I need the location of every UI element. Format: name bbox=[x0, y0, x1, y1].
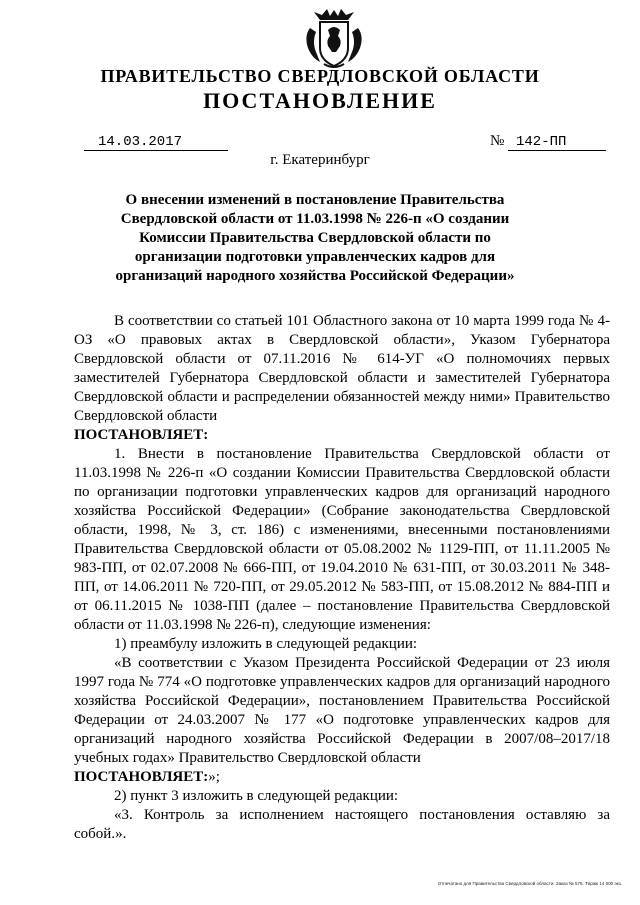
document-body bbox=[74, 312, 610, 844]
quote-2: «3. Контроль за исполнением настоящего постановления оставляю за собой.». bbox=[74, 807, 610, 842]
quote-1-end-rest: »; bbox=[208, 769, 220, 785]
city: г. Екатеринбург bbox=[270, 152, 370, 168]
document-number: 142-ПП bbox=[508, 134, 606, 151]
document-title: О внесении изменений в постановление Правительства Свердловской области от 11.03.1998 № 226-п «О создании Комиссии Правительства Свердловской области по организации подготовки управленческих кадров для организаций народного хозяйства Российской Федерации» bbox=[115, 192, 515, 284]
organization-title: ПРАВИТЕЛЬСТВО СВЕРДЛОВСКОЙ ОБЛАСТИ bbox=[100, 66, 540, 86]
document-type: ПОСТАНОВЛЕНИЕ bbox=[203, 88, 437, 113]
intro-paragraph: В соответствии со статьей 101 Областного закона от 10 марта 1999 года № 4-ОЗ «О правовых актах в Свердловской области», Указом Губернатора Свердловской области от 07.11.2016 № 614-УГ «О полномочиях первых заместителей Губернатора Свердловской области и заместителей Губернатора Свердловской области и распределении обязанностей между ними» Правительство Свердловской области bbox=[74, 313, 610, 424]
quote-1-end bbox=[74, 768, 610, 787]
resolve-heading: ПОСТАНОВЛЯЕТ: bbox=[74, 427, 209, 443]
coat-of-arms-icon bbox=[300, 6, 368, 72]
print-footer: Отпечатано для Правительства Свердловской области. Заказ № 575. Тираж 14 000 экз. bbox=[437, 881, 622, 886]
number-sign: № bbox=[490, 133, 505, 149]
document-date: 14.03.2017 bbox=[84, 134, 228, 151]
sub-item-1: 1) преамбулу изложить в следующей редакции: bbox=[114, 636, 418, 652]
sub-item-2: 2) пункт 3 изложить в следующей редакции: bbox=[114, 788, 399, 804]
quote-1: «В соответствии с Указом Президента Российской Федерации от 23 июля 1997 года № 774 «О подготовке управленческих кадров для организаций народного хозяйства Российской Федерации», постановлением Правительства Российской Федерации от 24.03.2007 № 177 «О подготовке управленческих кадров для организаций народного хозяйства Российской Федерации в 2007/08–2017/18 учебных годах» Правительство Свердловской области bbox=[74, 655, 610, 766]
quote-1-end-bold: ПОСТАНОВЛЯЕТ: bbox=[74, 769, 209, 785]
item-1: 1. Внести в постановление Правительства Свердловской области от 11.03.1998 № 226-п «О создании Комиссии Правительства Свердловской области по организации подготовки управленческих кадров для организаций народного хозяйства Российской Федерации» (Собрание законодательства Свердловской области, 1998, № 3, ст. 186) с изменениями, внесенными постановлениями Правительства Свердловской области от 05.08.2002 № 1129-ПП, от 11.11.2005 № 983-ПП, от 02.07.2008 № 666-ПП, от 19.04.2010 № 631-ПП, от 30.03.2011 № 348-ПП, от 14.06.2011 № 720-ПП, от 29.05.2012 № 583-ПП, от 15.08.2012 № 884-ПП и от 06.11.2015 № 1038-ПП (далее – постановление Правительства Свердловской области от 11.03.1998 № 226-п), следующие изменения: bbox=[74, 446, 610, 633]
